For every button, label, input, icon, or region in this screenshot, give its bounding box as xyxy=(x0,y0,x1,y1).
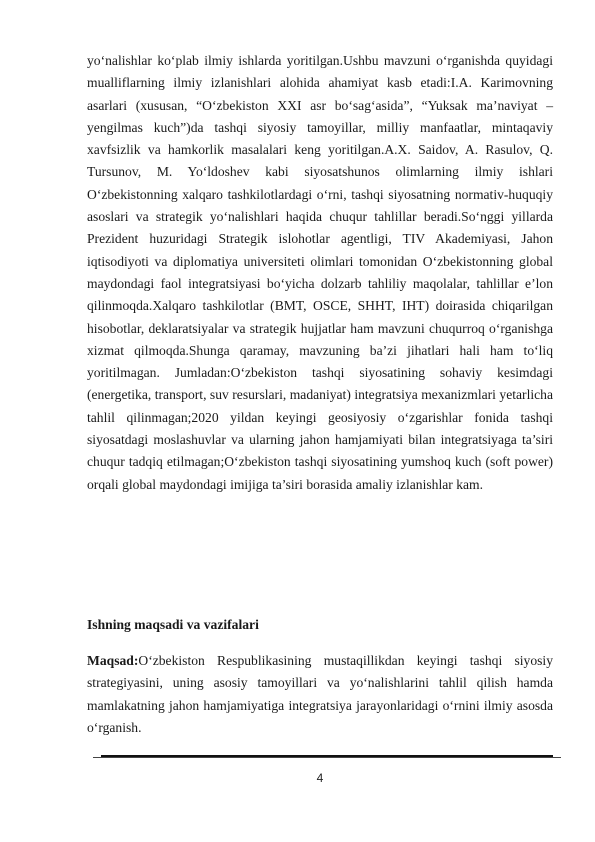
footer-divider xyxy=(93,755,561,759)
footer-divider-thick xyxy=(101,755,553,757)
goal-paragraph xyxy=(87,650,553,739)
footer-divider-thin xyxy=(93,757,561,758)
goal-text: O‘zbekiston Respublikasining mustaqillikdan keyingi tashqi siyosiy strategiyasini, uning asosiy tamoyillari va yo‘nalishlarini tahlil qilish hamda mamlakatning jahon hamjamiyatiga integratsiya jarayonlaridagi o‘rnini ilmiy asosda o‘rganish. xyxy=(87,653,553,735)
goal-label: Maqsad: xyxy=(87,653,139,668)
section-heading: Ishning maqsadi va vazifalari xyxy=(87,617,259,632)
document-body xyxy=(87,50,553,496)
body-paragraph: yo‘nalishlar ko‘plab ilmiy ishlarda yoritilgan.Ushbu mavzuni o‘rganishda quyidagi mualliflarning ilmiy izlanishlari alohida ahamiyat kasb etadi:I.A. Karimovning asarlari (xususan, “O‘zbekiston XXI asr bo‘sag‘asida”, “Yuksak ma’naviyat – yengilmas kuch”)da tashqi siyosiy tamoyillar, milliy manfaatlar, mintaqaviy xavfsizlik va hamkorlik masalalari keng yoritilgan.A.X. Saidov, A. Rasulov, Q. Tursunov, M. Yo‘ldoshev kabi siyosatshunos olimlarning ilmiy ishlari O‘zbekistonning xalqaro tashkilotlardagi o‘rni, tashqi siyosatning normativ-huquqiy asoslari va strategik yo‘nalishlari haqida chuqur tahlillar beradi.So‘nggi yillarda Prezident huzuridagi Strategik islohotlar agentligi, TIV Akademiyasi, Jahon iqtisodiyoti va diplomatiya universiteti olimlari tomonidan O‘zbekistonning global maydondagi faol integratsiyasi bo‘yicha dolzarb tahliliy maqolalar, tahlillar e’lon qilinmoqda.Xalqaro tashkilotlar (BMT, OSCE, SHHT, IHT) doirasida chiqarilgan hisobotlar, deklaratsiyalar va strategik hujjatlar ham mavzuni chuqurroq o‘rganishga xizmat qilmoqda.Shunga qaramay, mavzuning ba’zi jihatlari hali ham to‘liq yoritilmagan. Jumladan:O‘zbekiston tashqi siyosatining sohaviy kesimdagi (energetika, transport, suv resurslari, madaniyat) integratsiya mexanizmlari yetarlicha tahlil qilinmagan;2020 yildan keyingi geosiyosiy o‘zgarishlar fonida tashqi siyosatdagi moslashuvlar va ularning jahon hamjamiyati bilan integratsiyaga ta’siri chuqur tadqiq etilmagan;O‘zbekiston tashqi siyosatining yumshoq kuch (soft power) orqali global maydondagi imijiga ta’siri borasida amaliy izlanishlar kam. xyxy=(87,53,553,492)
page-number: 4 xyxy=(316,771,324,785)
